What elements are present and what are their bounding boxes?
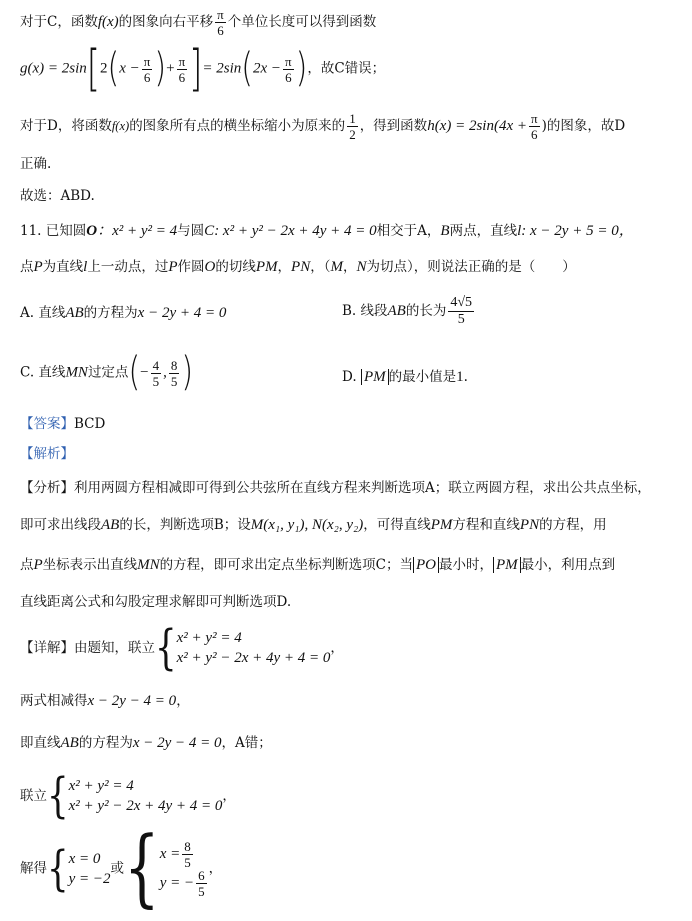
question-11-line1 [20, 222, 634, 240]
paren-left: ( [128, 348, 141, 396]
fenxi-tag: 【分析】 [20, 480, 74, 496]
answer-line [20, 416, 105, 432]
text-segment: 对于D，将函数 [20, 118, 112, 134]
frac-den: 6 [285, 69, 292, 85]
ab-equation-line [20, 734, 272, 752]
math-eq: x − 2y − 4 = 0 [87, 693, 177, 709]
frac-den: 6 [217, 23, 224, 38]
fraction-8-5 [182, 840, 193, 869]
frac-num: π [531, 111, 538, 126]
math-O: O [86, 223, 98, 239]
text-segment: 的切线 [215, 259, 256, 275]
brace-left: { [124, 819, 160, 917]
math-N: N [356, 259, 367, 275]
math-2x: 2x − [253, 60, 282, 77]
math-PN: PN [519, 517, 540, 533]
frac-num: 4 [152, 357, 160, 373]
text-segment: 上一动点，过 [87, 259, 169, 275]
fraction-4-5 [151, 359, 162, 388]
math-AB: AB [101, 517, 120, 533]
math-line-l: : x − 2y + 5 = 0， [521, 223, 634, 239]
line-choose: 故选：ABD. [20, 188, 95, 204]
formula-gx [20, 40, 386, 98]
solution-1 [69, 849, 111, 890]
text-segment: 点 [20, 259, 34, 275]
frac-num: 1 [349, 111, 356, 126]
math-fx: f(x) [97, 14, 119, 30]
math-eq: = 2sin [202, 60, 242, 77]
math-O: O [204, 259, 216, 275]
option-label: C. 直线 [20, 364, 66, 381]
frac-num: 8 [184, 839, 191, 854]
solution-2-x [160, 840, 209, 869]
option-label: B. 线段 [342, 303, 388, 319]
text-segment: ， [330, 639, 344, 656]
text-segment: 最小，利用点到 [520, 557, 616, 573]
option-b [342, 296, 476, 327]
fraction-pi-6 [215, 8, 226, 37]
text-segment: 对于C，函数 [20, 14, 98, 30]
math-y: y = − [159, 875, 195, 891]
analysis-line [20, 446, 74, 462]
frac-den: 6 [178, 69, 186, 85]
math-AB: AB [60, 735, 79, 751]
math-circle-O: ：x² + y² = 4 [97, 223, 178, 239]
fenxi-line2 [20, 516, 607, 534]
math-abs-PM: PM [361, 369, 389, 385]
text-segment: 为直线 [42, 259, 84, 275]
math-eq: x − 2y + 4 = 0 [137, 305, 227, 321]
frac-num: π [285, 53, 292, 69]
math-M: M [330, 259, 343, 275]
text-segment: 的方程，用 [539, 517, 607, 533]
system-eq-1: x² + y² = 4 [176, 630, 242, 646]
answer-value: BCD [74, 416, 106, 432]
text-segment: 作圆 [177, 259, 205, 275]
fraction-pi-6 [529, 112, 540, 141]
brace-left: { [155, 620, 177, 677]
system-eq-2: x² + y² − 2x + 4y + 4 = 0 [68, 798, 223, 815]
frac-num: π [178, 53, 186, 69]
math-x: x = [159, 846, 181, 862]
fenxi-line3 [20, 556, 615, 574]
solution-1-x: x = 0 [68, 850, 101, 867]
frac-num: π [143, 53, 151, 69]
option-d: D. PM 的最小值是1. [342, 369, 468, 385]
option-label: D. [342, 369, 357, 385]
fraction-6-5 [196, 869, 207, 898]
paren-left: ( [107, 44, 120, 92]
frac-den: 6 [143, 69, 151, 85]
fenxi-line4: 直线距离公式和勾股定理求解即可判断选项D. [20, 594, 292, 610]
math-AB: AB [65, 305, 84, 321]
fraction-pi-6 [283, 55, 294, 84]
text-segment: 即可求出线段 [20, 517, 101, 533]
frac-num: 4√5 [450, 295, 473, 310]
text-segment: 的图象所有点的横坐标缩小为原来的 [129, 118, 346, 134]
text-segment: 坐标表示出直线 [42, 557, 138, 573]
question-number: 11. 已知圆 [20, 223, 87, 239]
math-circle-C: : x² + y² − 2x + 4y + 4 = 0 [214, 223, 377, 239]
answer-tag: 【答案】 [20, 416, 74, 432]
math-hx: h(x) = 2sin(4x + [427, 118, 527, 134]
fraction-pi-6 [177, 55, 188, 84]
xiangjie-system1 [20, 620, 344, 677]
analysis-tag: 【解析】 [20, 446, 74, 462]
bracket-left: [ [86, 40, 101, 98]
text-segment: ， [208, 860, 223, 877]
text-segment: 由题知，联立 [74, 639, 155, 656]
line-d-transform [20, 112, 625, 141]
math-gx: g(x) = 2sin [20, 60, 87, 77]
text-segment: ，得到函数 [359, 118, 428, 134]
math-MN-points: M(x₁, y₁), N(x₂, y₂) [250, 517, 364, 533]
solution-line [20, 819, 223, 917]
math-x: x − [119, 60, 140, 77]
text-segment: 相交于A， [376, 223, 441, 239]
math-PM: PM [430, 517, 453, 533]
text-segment: ，故C错误； [307, 60, 386, 77]
math-l: l [517, 223, 522, 239]
line-correct: 正确. [20, 156, 52, 172]
line-c-shift [20, 8, 376, 37]
option-a [20, 304, 226, 322]
fraction-4sqrt5-5 [448, 296, 474, 327]
text-segment: ， [222, 787, 236, 804]
frac-den: 5 [152, 373, 160, 389]
equation-system [177, 628, 331, 669]
paren-left: ( [241, 44, 254, 92]
fenxi-line1 [20, 480, 651, 496]
math-P: P [168, 259, 178, 275]
question-11-line2: 点P为直线l上一动点，过P作圆O的切线PM，PN，（M，N为切点），则说法正确的是（ ） [20, 259, 576, 275]
frac-den: 5 [457, 312, 465, 327]
solution-1-y: y = −2 [68, 871, 111, 887]
frac-num: 8 [170, 357, 178, 373]
math-eq: x − 2y − 4 = 0 [132, 735, 222, 751]
text-segment: 过定点 [87, 364, 129, 381]
text-segment: 两点，直线 [449, 223, 518, 239]
fraction-8-5 [169, 359, 180, 388]
text-segment: 的方程为 [78, 735, 133, 751]
system-eq-1: x² + y² = 4 [68, 778, 134, 794]
text-segment: 为切点），则说法正确的是（ ） [366, 259, 576, 275]
text-segment: 点 [20, 557, 34, 573]
math-MN: MN [137, 557, 160, 573]
text-segment: 与圆 [177, 223, 205, 239]
math-AB: AB [387, 303, 406, 319]
equation-system [69, 776, 223, 817]
text-segment: 联立 [20, 787, 47, 804]
fraction-pi-6 [142, 55, 153, 84]
option-c: C. 直线MN过定点(− $\frac{4}{5}$ , $\frac{8}{5}$ ) [20, 348, 194, 396]
text-segment: 即直线 [20, 735, 61, 751]
math-fx: f(x) [111, 119, 130, 133]
text-segment: 的长，判断选项B；设 [119, 517, 251, 533]
math-abs-PO: PO [413, 557, 439, 573]
math-PM: PM [255, 259, 278, 275]
math-PN: PN [291, 259, 311, 275]
paren-right: ) [295, 44, 308, 92]
system-eq-2: x² + y² − 2x + 4y + 4 = 0 [176, 650, 331, 667]
solution-2-y [160, 869, 209, 898]
system2-line [20, 768, 236, 825]
text-segment: 的长为 [405, 303, 447, 319]
paren-right: ) [181, 348, 194, 396]
fraction-half [347, 112, 358, 141]
text-segment: 的图象向右平移 [118, 14, 214, 30]
math-value: 1 [456, 369, 464, 385]
math-B: B [440, 223, 450, 239]
text-segment: )的图象，故D [541, 118, 626, 134]
frac-den: 6 [531, 127, 538, 142]
frac-den: 5 [198, 884, 205, 899]
subtract-line [20, 692, 190, 710]
text-segment: 利用两圆方程相减即可得到公共弦所在直线方程来判断选项A；联立两圆方程，求出公共点坐标， [74, 480, 651, 496]
text-segment: ，A错； [221, 735, 272, 751]
math-P: P [33, 259, 43, 275]
text-segment: 解得 [20, 860, 47, 877]
brace-left: { [47, 768, 69, 825]
text-segment: ，可得直线 [363, 517, 431, 533]
math-coef: 2 [100, 60, 108, 77]
frac-num: 6 [198, 868, 205, 883]
xiangjie-tag: 【详解】 [20, 639, 74, 656]
frac-den: 2 [349, 127, 356, 142]
text-segment: 个单位长度可以得到函数 [227, 14, 377, 30]
math-MN: MN [65, 364, 88, 381]
text-segment: 或 [110, 860, 125, 877]
text-segment: ， [176, 693, 190, 709]
frac-den: 5 [170, 373, 178, 389]
brace-left: { [47, 841, 69, 897]
text-segment: 最小时， [439, 557, 494, 573]
text-segment: 的最小值是 [388, 369, 457, 385]
math-C: C [204, 223, 215, 239]
text-segment: 方程和直线 [452, 517, 520, 533]
text-segment: 的方程，即可求出定点坐标判断选项C；当 [159, 557, 414, 573]
math-abs-PM: PM [493, 557, 521, 573]
paren-right: ) [154, 44, 167, 92]
option-label: A. 直线 [20, 305, 66, 321]
text-segment: 的方程为 [83, 305, 138, 321]
math-l: l [83, 259, 88, 275]
text-segment: 两式相减得 [20, 693, 88, 709]
bracket-right: ] [189, 40, 203, 98]
math-plus: + [166, 60, 175, 77]
math-P: P [33, 557, 43, 573]
solution-2 [160, 840, 209, 898]
frac-num: π [217, 7, 224, 22]
frac-den: 5 [184, 855, 191, 870]
